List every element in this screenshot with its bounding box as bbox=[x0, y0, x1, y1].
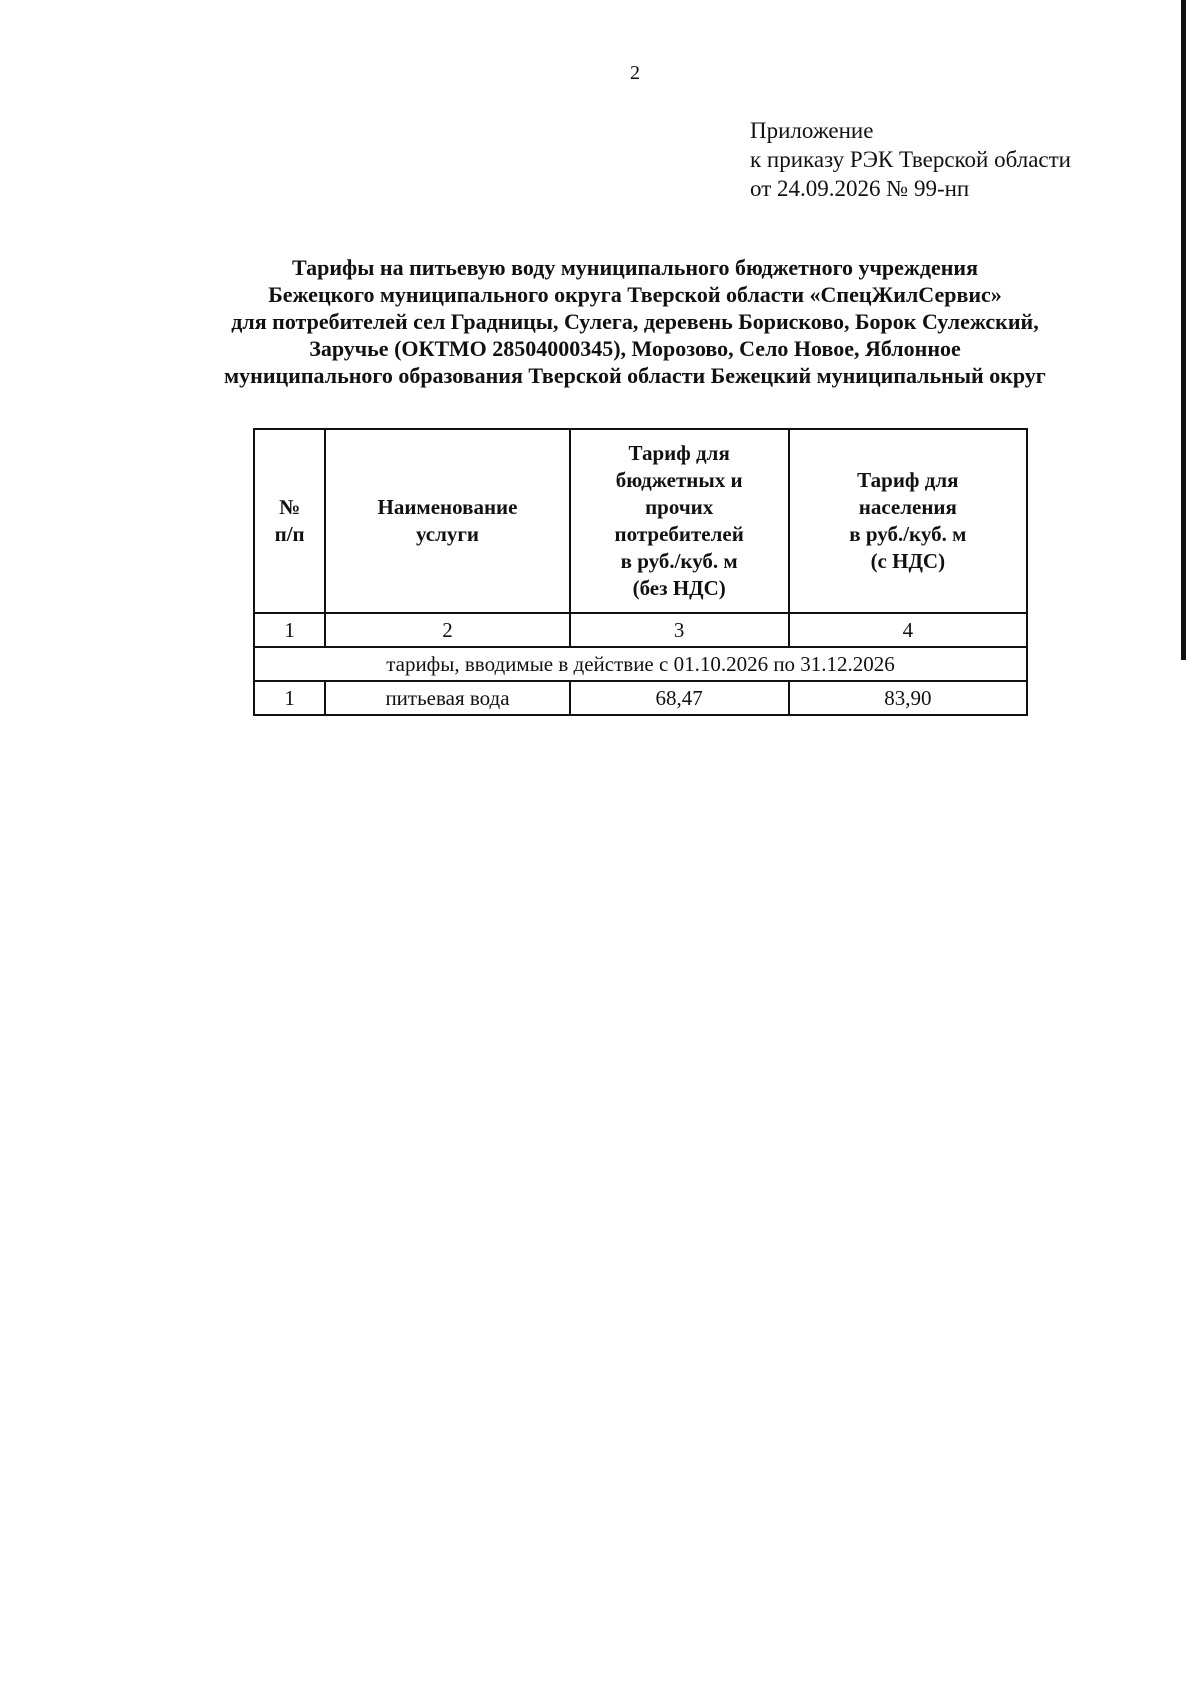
row-service: питьевая вода bbox=[325, 681, 569, 715]
column-number: 4 bbox=[789, 613, 1027, 647]
period-row bbox=[254, 647, 1027, 681]
document-title bbox=[150, 254, 1120, 389]
header-number: № п/п bbox=[254, 429, 325, 613]
header-tariff-population: Тариф для населения в руб./куб. м (с НДС) bbox=[789, 429, 1027, 613]
column-number: 2 bbox=[325, 613, 569, 647]
table-row bbox=[254, 681, 1027, 715]
header-service-name: Наименование услуги bbox=[325, 429, 569, 613]
header-tariff-budget: Тариф для бюджетных и прочих потребителей в руб./куб. м (без НДС) bbox=[570, 429, 789, 613]
title-line-5: муниципального образования Тверской области Бежецкий муниципальный округ bbox=[224, 363, 1046, 388]
title-line-3: для потребителей сел Градницы, Сулега, деревень Борисково, Борок Сулежский, bbox=[231, 309, 1039, 334]
title-line-2: Бежецкого муниципального округа Тверской области «СпецЖилСервис» bbox=[268, 282, 1002, 307]
appendix-line-3: от 24.09.2026 № 99-нп bbox=[750, 176, 970, 201]
scan-edge-line bbox=[1181, 0, 1186, 660]
column-number: 1 bbox=[254, 613, 325, 647]
table-header-row bbox=[254, 429, 1027, 613]
row-tariff-population: 83,90 bbox=[789, 681, 1027, 715]
appendix-line-2: к приказу РЭК Тверской области bbox=[750, 147, 1071, 172]
appendix-line-1: Приложение bbox=[750, 118, 874, 143]
column-numbers-row bbox=[254, 613, 1027, 647]
tariffs-table bbox=[253, 428, 1028, 716]
title-line-4: Заручье (ОКТМО 28504000345), Морозово, Село Новое, Яблонное bbox=[309, 336, 961, 361]
appendix-block bbox=[750, 116, 1071, 203]
column-number: 3 bbox=[570, 613, 789, 647]
page-number: 2 bbox=[630, 62, 640, 84]
title-line-1: Тарифы на питьевую воду муниципального бюджетного учреждения bbox=[291, 255, 979, 280]
row-number: 1 bbox=[254, 681, 325, 715]
row-tariff-budget: 68,47 bbox=[570, 681, 789, 715]
period-text: тарифы, вводимые в действие с 01.10.2026 по 31.12.2026 bbox=[254, 647, 1027, 681]
